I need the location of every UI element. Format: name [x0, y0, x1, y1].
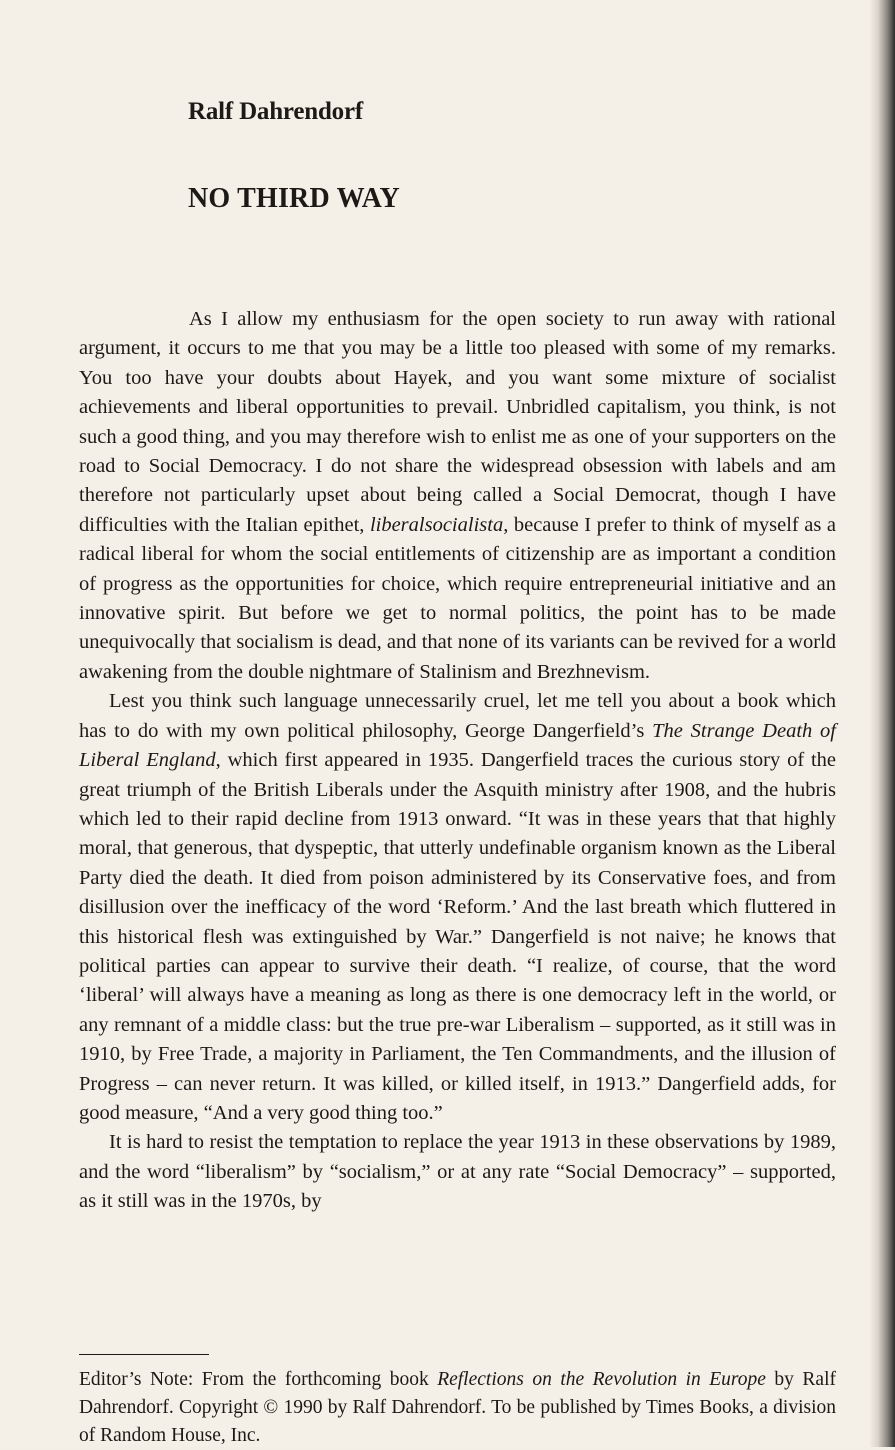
paragraph-2 [79, 687, 836, 1128]
paragraph-2-text-a: Lest you think such language unnecessarily cruel, let me tell you about a book which has to do with my own political philosophy, George Dangerfield’s [79, 690, 836, 742]
editors-note-text [79, 1366, 836, 1450]
paragraph-1-italic: liberalsocialista [369, 513, 504, 536]
editors-note-text-a: Editor’s Note: From the forthcoming book [79, 1369, 438, 1390]
footnote-divider [79, 1354, 209, 1355]
paragraph-1-text-b: , because I prefer to think of myself as a radical liberal for whom the social entitlements of citizenship are as important a condition of progress as the opportunities for choice, which require entrepreneurial initiative and an innovative spirit. But before we get to normal politics, the point has to be made unequivocally that socialism is dead, and that none of its variants can be revived for a world awakening from the double nightmare of Stalinism and Brezhnevism. [79, 513, 836, 683]
paragraph-1-text-a: As I allow my enthusiasm for the open society to run away with rational argument, it occurs to me that you may be a little too pleased with some of my remarks. You too have your doubts about Hayek, and you want some mixture of socialist achievements and liberal opportunities to prevail. Unbridled capitalism, you think, is not such a good thing, and you may therefore wish to enlist me as one of your supporters on the road to Social Democracy. I do not share the widespread obsession with labels and am therefore not particularly upset about being called a Social Democrat, though I have difficulties with the Italian epithet, [79, 308, 836, 536]
editors-note-text-b: by Ralf Dahrendorf. Copyright © 1990 by Ralf Dahrendorf. To be published by Times Books, a division of Random House, Inc. [79, 1369, 836, 1446]
paragraph-3: It is hard to resist the temptation to replace the year 1913 in these observations by 1989, and the word “liberalism” by “socialism,” or at any rate “Social Democracy” – supported, as it still was in the 1970s, by [79, 1131, 836, 1213]
article-title: NO THIRD WAY [188, 183, 400, 214]
paragraph-2-italic: The Strange Death of Liberal England [79, 719, 836, 772]
paragraph-2-text-b: , which first appeared in 1935. Dangerfield traces the curious story of the great triumph of the British Liberals under the Asquith ministry after 1908, and the hubris which led to their rapid decline from 1913 onward. “It was in these years that that highly moral, that generous, that dyspeptic, that utterly undefinable organism known as the Liberal Party died the death. It died from poison administered by its Conservative foes, and from disillusion over the inefficacy of the word ‘Reform.’ And the last breath which fluttered in this historical flesh was extinguished by War.” Dangerfield is not naive; he knows that political parties can appear to survive their death. “I realize, of course, that the word ‘liberal’ will always have a meaning as long as there is one democracy left in the world, or any remnant of a middle class: but the true pre-war Liberalism – supported, as it still was in 1910, by Free Trade, a majority in Parliament, the Ten Commandments, and the illusion of Progress – can never return. It was killed, or killed itself, in 1913.” Dangerfield adds, for good measure, “And a very good thing too.” [79, 749, 837, 1124]
page-binding-edge [869, 0, 895, 1447]
paragraph-1 [79, 305, 836, 687]
author-name: Ralf Dahrendorf [188, 98, 364, 125]
article-body [79, 305, 836, 1217]
editors-note [79, 1366, 836, 1450]
editors-note-book-title: Reflections on the Revolution in Europe [437, 1369, 766, 1390]
